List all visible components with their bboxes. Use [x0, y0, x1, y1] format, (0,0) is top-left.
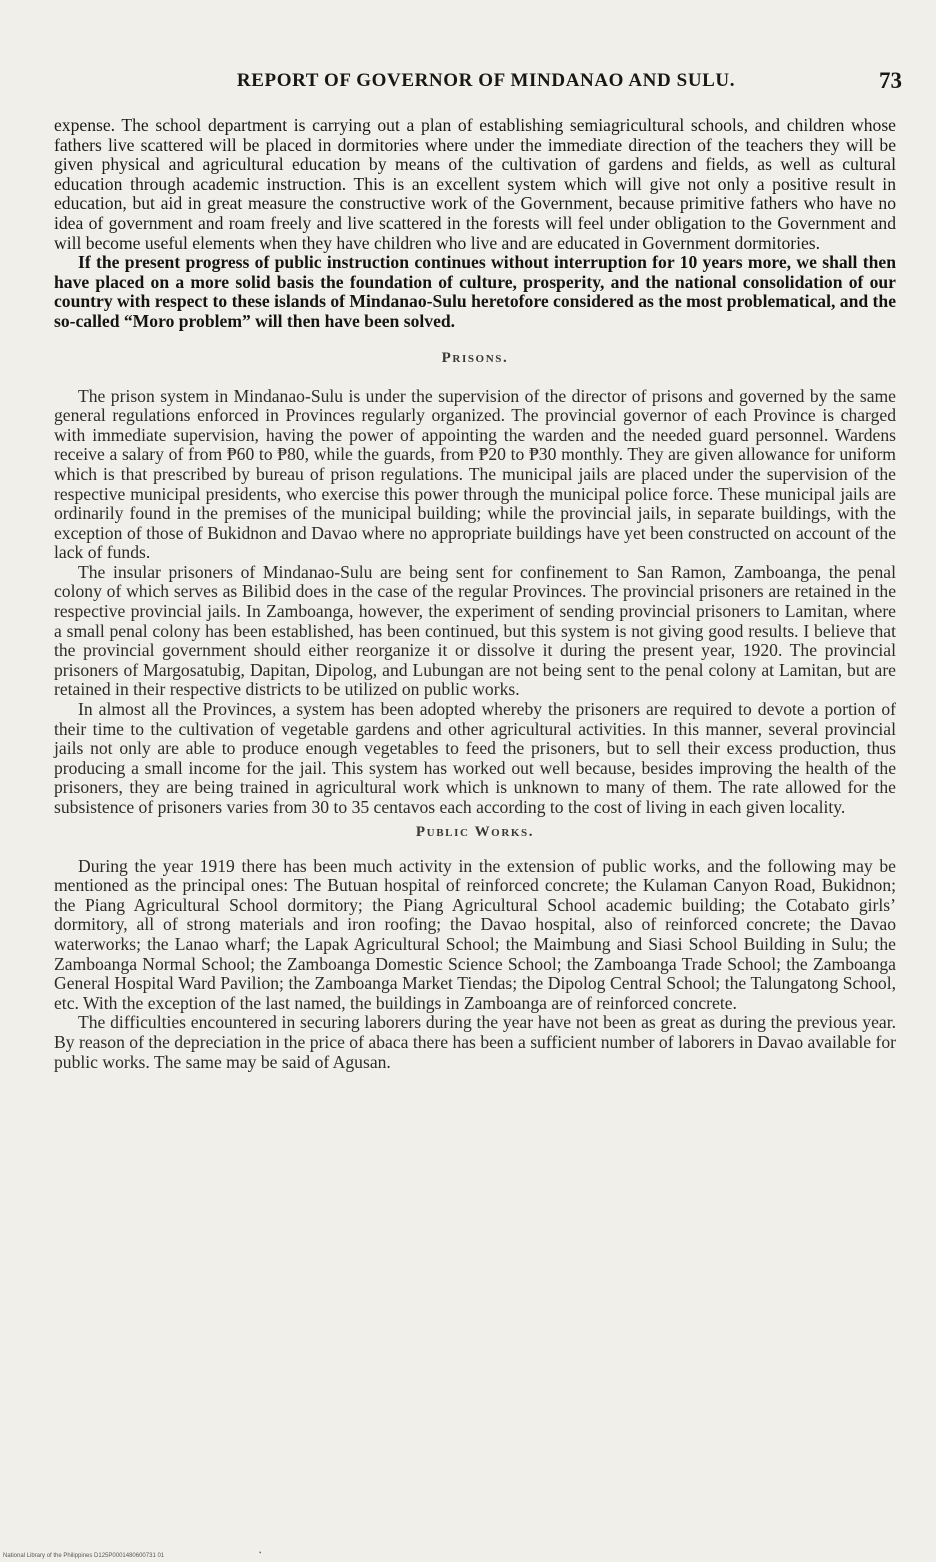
paragraph-prison-system: The prison system in Mindanao-Sulu is under the supervision of the director of prisons and governed by the same general regulations enforced in Provinces regularly organized. The provincial governor of each Province is charged with immediate supervision, having the power of appointing the warden and the needed guard personnel. Wardens receive a salary of from ₱60 to ₱80, while the guards, from ₱20 to ₱30 monthly. They are given allowance for uniform which is that prescribed by bureau of prison regulations. The municipal jails are placed under the supervision of the respective municipal presidents, who exercise this power through the municipal police force. These municipal jails are ordinarily found in the premises of the municipal building; while the provincial jails, in separate buildings, with the exception of those of Bukidnon and Davao where no appropriate buildings have yet been constructed on account of the lack of funds.: [54, 385, 896, 563]
paragraph-public-works-list: During the year 1919 there has been much activity in the extension of public works, and the following may be mentioned as the principal ones: The Butuan hospital of reinforced concrete; the Kulaman Canyon Road, Bukidnon; the Piang Agricultural School dormitory; the Piang Agricultural School academic building; the Cotabato girls’ dormitory, all of strong materials and iron roofing; the Davao hospital, also of reinforced concrete; the Davao waterworks; the Lanao wharf; the Lapak Agricultural School; the Maimbung and Siasi School Building in Sulu; the Zamboanga Normal School; the Zamboanga Domestic Science School; the Zamboanga Trade School; the Zamboanga General Hospital Ward Pavilion; the Zamboanga Market Tiendas; the Dipolog Central School; the Talungatong School, etc. With the exception of the last named, the buildings in Zamboanga are of reinforced concrete.: [54, 855, 896, 1013]
section-heading-prisons: Prisons.: [441, 349, 509, 366]
document-body: [54, 116, 896, 1072]
paragraph-prison-gardens: In almost all the Provinces, a system has been adopted whereby the prisoners are required to devote a portion of their time to the cultivation of vegetable gardens and other agricultural activities. In this manner, several provincial jails not only are able to produce enough vegetables to feed the prisoners, but to sell their excess production, thus producing a small income for the jail. This system has worked out well because, besides improving the health of the prisoners, they are being trained in agricultural work which is unknown to many of them. The rate allowed for the subsistence of prisoners varies from 30 to 35 centavos each according to the cost of living in each given locality.: [54, 699, 896, 817]
paragraph-laborers: The difficulties encountered in securing laborers during the year have not been as great as during the previous year. By reason of the depreciation in the price of abaca there has been a sufficient number of laborers in Davao available for public works. The same may be said of Agusan.: [54, 1012, 896, 1072]
scan-credit: National Library of the Philippines D125P0001480600731 01: [3, 1553, 165, 1559]
paragraph-instruction-progress: If the present progress of public instruction continues without interruption for 10 years more, we shall then have placed on a more solid basis the foundation of culture, prosperity, and the national consolidation of our country with respect to these islands of Mindanao-Sulu heretofore considered as the most problematical, and the so-called “Moro problem” will then have been solved.: [54, 252, 896, 331]
scan-mark: •: [259, 1549, 262, 1557]
section-heading-public-works: Public Works.: [415, 823, 535, 840]
paragraph-insular-prisoners: The insular prisoners of Mindanao-Sulu are being sent for confinement to San Ramon, Zamboanga, the penal colony of which serves as Bilibid does in the case of the regular Provinces. The provincial prisoners are retained in the respective provincial jails. In Zamboanga, however, the experiment of sending provincial prisoners to Lamitan, where a small penal colony has been established, has been continued, but this system is not giving good results. I believe that the provincial government should either reorganize it or dissolve it during the present year, 1920. The provincial prisoners of Margosatubig, Dapitan, Dipolog, and Lubungan are not being sent to the penal colony at Lamitan, but are retained in their respective districts to be utilized on public works.: [54, 561, 896, 700]
paragraph-school-dormitories: expense. The school department is carrying out a plan of establishing semiagricultural schools, and children whose fathers live scattered will be placed in dormitories where under the immediate direction of the teachers they will be given physical and agricultural education by means of the cultivation of gardens and fields, as well as cultural education through academic instruction. This is an excellent system which will give not only a positive result in education, but aid in great measure the constructive work of the Government, because primitive fathers who have no idea of government and roam freely and live scattered in the forests will feel under obligation to the Government and will become useful elements when they have children who live and are educated in Government dormitories.: [54, 115, 896, 253]
running-title: REPORT OF GOVERNOR OF MINDANAO AND SULU.: [236, 70, 736, 91]
page-number: 73: [879, 68, 902, 93]
